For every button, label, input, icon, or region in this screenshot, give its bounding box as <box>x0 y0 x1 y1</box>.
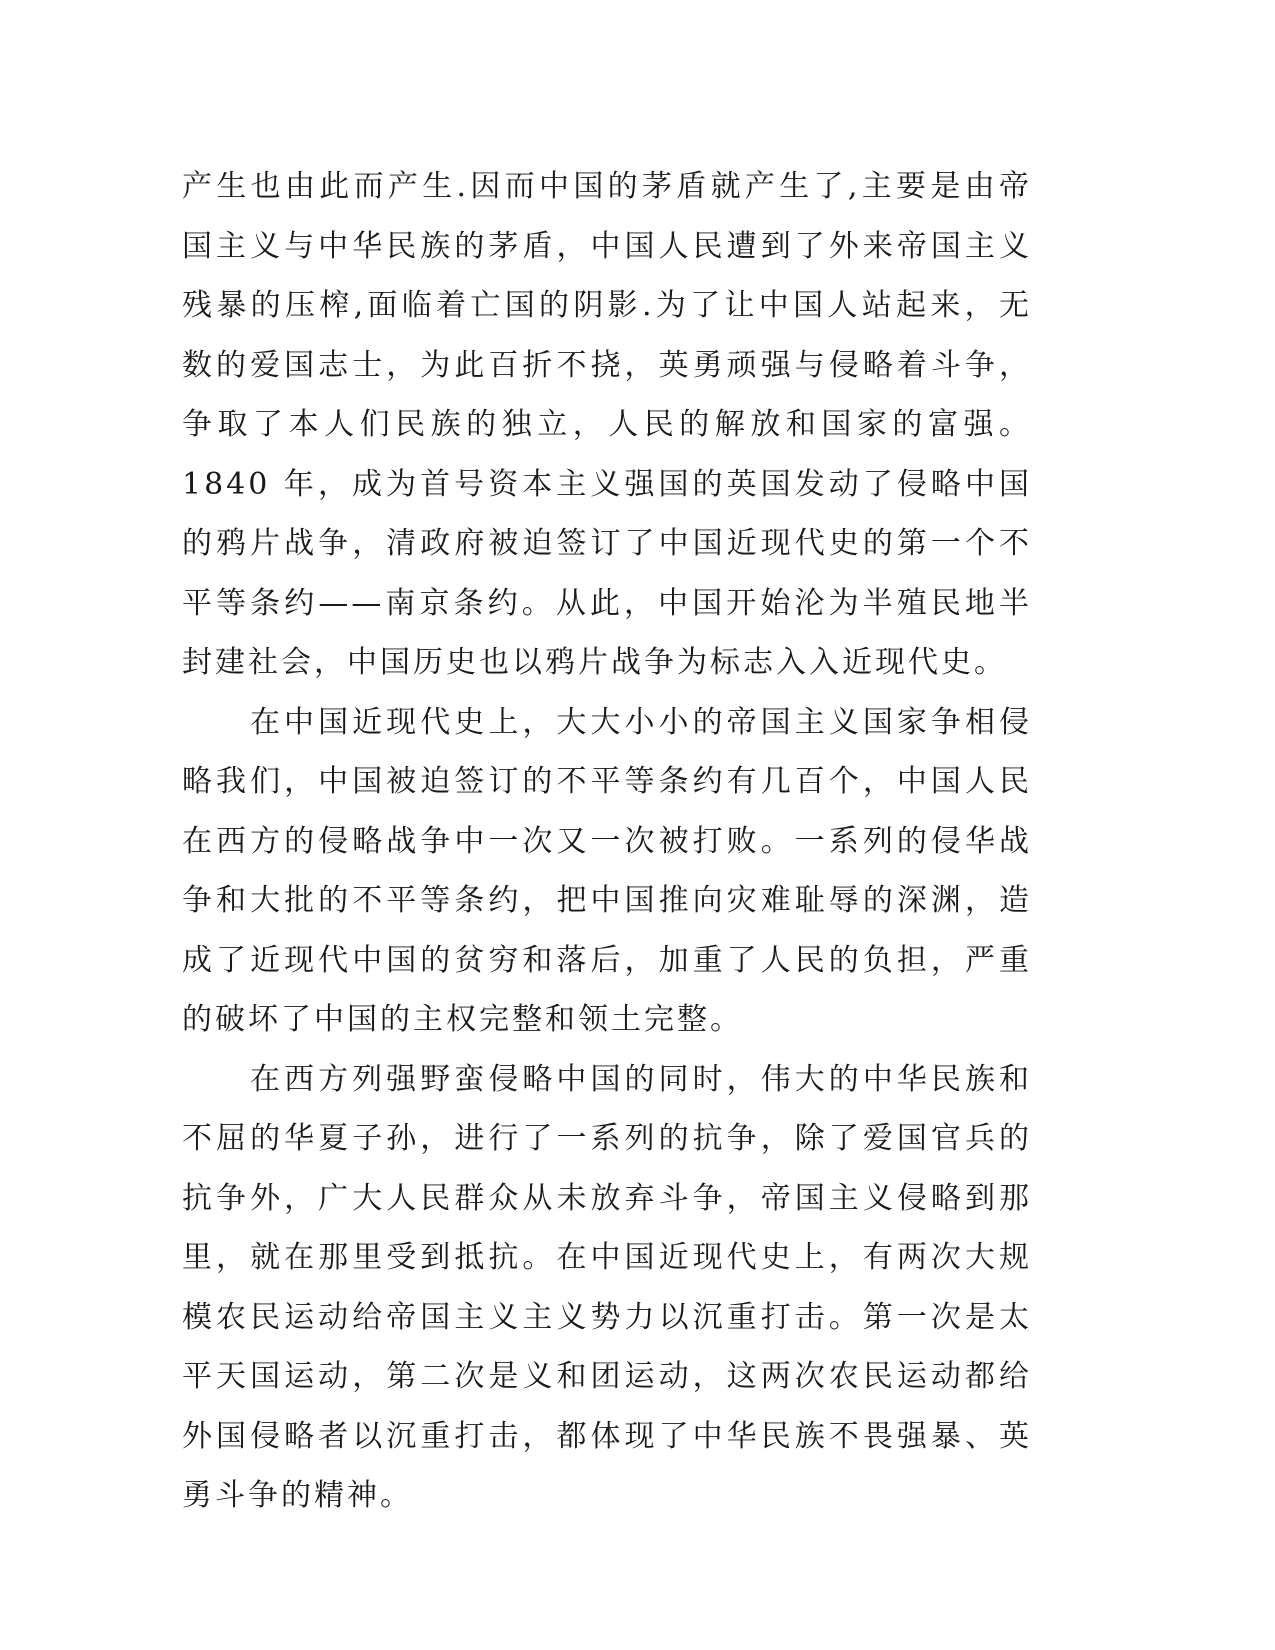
paragraph-2: 在中国近现代史上，大大小小的帝国主义国家争相侵略我们，中国被迫签订的不平等条约有几百个，中国人民在西方的侵略战争中一次又一次被打败。一系列的侵华战争和大批的不平等条约，把中国推向灾难耻辱的深渊，造成了近现代中国的贫穷和落后，加重了人民的负担，严重的破坏了中国的主权完整和领土完整。 <box>182 704 1032 1037</box>
paragraph-3: 在西方列强野蛮侵略中国的同时，伟大的中华民族和不屈的华夏子孙，进行了一系列的抗争，除了爱国官兵的抗争外，广大人民群众从未放弃斗争，帝国主义侵略到那里，就在那里受到抵抗。在中国近现代史上，有两次大规模农民运动给帝国主义主义势力以沉重打击。第一次是太平天国运动，第二次是义和团运动，这两次农民运动都给外国侵略者以沉重打击，都体现了中华民族不畏强暴、英勇斗争的精神。 <box>182 1061 1032 1513</box>
body-text <box>182 157 1032 1526</box>
paragraph-1: 产生也由此而产生.因而中国的茅盾就产生了,主要是由帝国主义与中华民族的茅盾，中国人民遭到了外来帝国主义残暴的压榨,面临着亡国的阴影.为了让中国人站起来，无数的爱国志士，为此百折不挠，英勇顽强与侵略着斗争，争取了本人们民族的独立，人民的解放和国家的富强。1840 年，成为首号资本主义强国的英国发动了侵略中国的鸦片战争，清政府被迫签订了中国近现代史的第一个不平等条约——南京条约。从此，中国开始沦为半殖民地半封建社会，中国历史也以鸦片战争为标志入入近现代史。 <box>182 169 1032 680</box>
